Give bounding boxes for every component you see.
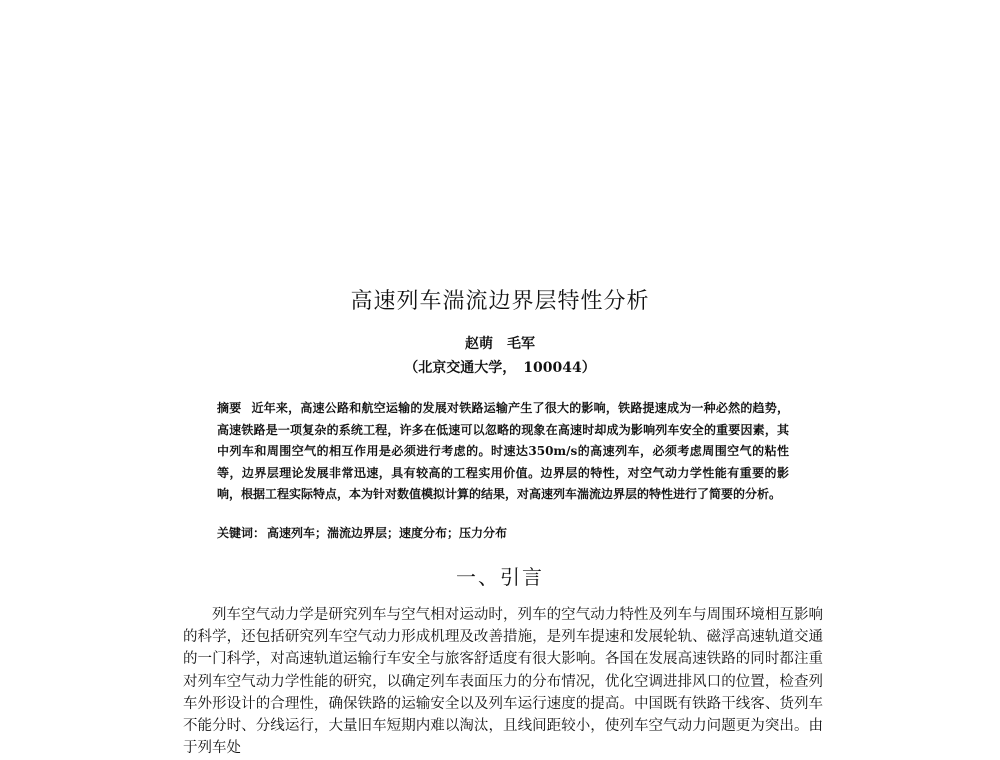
keywords-label: 关键词： <box>217 526 266 540</box>
abstract-text: 近年来，高速公路和航空运输的发展对铁路运输产生了很大的影响，铁路提速成为一种必然的趋势，高速铁路是一项复杂的系统工程，许多在低速可以忽略的现象在高速时却成为影响列车安全的重要因素，其中列车和周围空气的相互作用是必须进行考虑的。时速达350m/s的高速列车，必须考虑周围空气的粘性等，边界层理论发展非常迅速，具有较高的工程实用价值。边界层的特性，对空气动力学性能有重要的影响，根据工程实际特点，本为针对数值模拟计算的结果，对高速列车湍流边界层的特性进行了简要的分析。 <box>217 401 789 501</box>
section-heading: 一、引言 <box>456 565 544 589</box>
keywords-text: 高速列车；湍流边界层；速度分布；压力分布 <box>267 526 508 540</box>
abstract-block <box>217 398 789 506</box>
paper-title: 高速列车湍流边界层特性分析 <box>350 289 650 314</box>
paper-authors: 赵萌 毛军 <box>465 336 535 352</box>
keywords-block <box>217 524 789 541</box>
paper-affiliation: （北京交通大学， 100044） <box>404 360 596 376</box>
body-paragraph: 列车空气动力学是研究列车与空气相对运动时，列车的空气动力特性及列车与周围环境相互影响的科学，还包括研究列车空气动力形成机理及改善措施，是列车提速和发展轮轨、磁浮高速轨道交通的一门科学，对高速轨道运输行车安全与旅客舒适度有很大影响。各国在发展高速铁路的同时都注重对列车空气动力学性能的研究，以确定列车表面压力的分布情况，优化空调进排风口的位置，检查列车外形设计的合理性，确保铁路的运输安全以及列车运行速度的提高。中国既有铁路干线客、货列车不能分时、分线运行，大量旧车短期内难以淘汰，且线间距较小，使列车空气动力问题更为突出。由于列车处 <box>183 607 823 757</box>
abstract-label: 摘要 <box>217 401 242 415</box>
